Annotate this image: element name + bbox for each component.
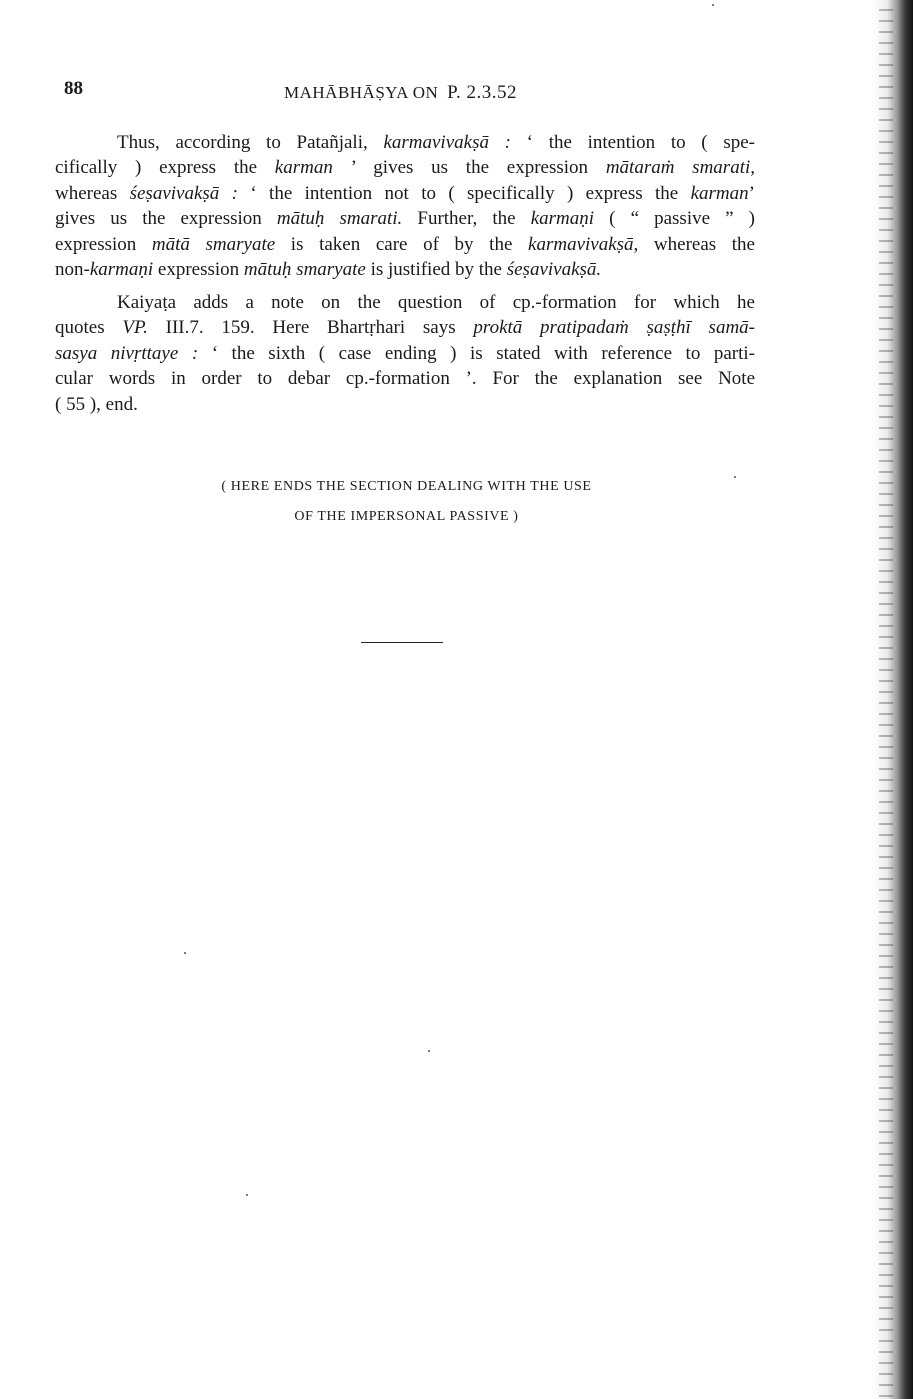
text-run: whereas the xyxy=(638,233,755,255)
paragraph-1-line-4 xyxy=(55,206,755,231)
text-run: ‘ the intention to ( spe- xyxy=(510,132,755,153)
scan-speck xyxy=(428,1050,430,1052)
section-end-line-2: OF THE IMPERSONAL PASSIVE ) xyxy=(294,509,519,524)
paragraph-2-line-2 xyxy=(55,315,755,340)
sanskrit-quote: proktā pratipadaṁ ṣaṣṭhī samā- xyxy=(473,317,756,339)
sanskrit-quote: sasya nivṛttaye : xyxy=(55,342,199,364)
text-run: expression xyxy=(153,259,244,281)
text-run: ( “ passive ” ) xyxy=(594,208,755,230)
text-run: ( 55 ), end. xyxy=(55,393,138,415)
paragraph-1 xyxy=(55,130,755,282)
text-run: is taken care of by the xyxy=(275,233,529,255)
scan-speck xyxy=(712,4,714,6)
text-run: cifically ) express the xyxy=(55,157,275,179)
sanskrit-term: karmavivakṣā : xyxy=(383,132,511,153)
text-run: ’ gives us the expression xyxy=(332,157,606,179)
text-run: non- xyxy=(55,259,90,281)
text-run: whereas xyxy=(55,182,130,204)
paragraph-2-line-3 xyxy=(55,341,755,366)
scan-speck xyxy=(246,1194,248,1196)
paragraph-1-line-6 xyxy=(55,257,755,282)
section-end-note xyxy=(0,472,813,532)
sanskrit-term: karmaṇi xyxy=(530,208,595,230)
paragraph-2 xyxy=(55,290,755,417)
text-run: quotes xyxy=(55,317,123,339)
running-title: MAHĀBHĀṢYA ON xyxy=(284,83,439,102)
sanskrit-term: mātuḥ smarati. xyxy=(276,208,403,230)
text-run: is justified by the xyxy=(365,259,507,281)
text-run: gives us the expression xyxy=(55,208,277,230)
sanskrit-term: śeṣavivakṣā. xyxy=(506,259,602,281)
text-run: Further, the xyxy=(402,208,531,230)
sanskrit-term: karmaṇi xyxy=(89,259,154,281)
running-head xyxy=(284,82,517,104)
page-number: 88 xyxy=(64,78,83,99)
paragraph-1-line-5 xyxy=(55,232,755,257)
text-run: III.7. 159. Here Bhartṛhari says xyxy=(147,317,474,339)
sanskrit-term: karman xyxy=(690,182,749,204)
text-run: ‘ the sixth ( case ending ) is stated with reference to parti- xyxy=(198,342,756,364)
paragraph-2-line-1 xyxy=(55,290,755,315)
paragraph-1-line-3 xyxy=(55,181,755,206)
sanskrit-term: karman xyxy=(274,157,333,179)
paragraph-2-line-5 xyxy=(55,392,755,417)
paragraph-2-line-4 xyxy=(55,366,755,391)
scan-speck xyxy=(734,476,736,478)
text-run: cular words in order to debar cp.-formation ’. For the explanation see Note xyxy=(55,368,755,390)
text-run: expression xyxy=(55,233,152,255)
closing-rule xyxy=(361,642,443,643)
binding-edge-shadow xyxy=(873,0,913,1399)
sanskrit-term: mātuḥ smaryate xyxy=(243,259,366,281)
section-end-line-1: ( HERE ENDS THE SECTION DEALING WITH THE USE xyxy=(221,479,592,494)
sanskrit-term: karmavivakṣā, xyxy=(528,233,639,255)
text-run: ‘ the intention not to ( specifically ) express the xyxy=(238,182,691,204)
paragraph-1-line-1 xyxy=(55,130,755,155)
sanskrit-term: mātaraṁ smarati, xyxy=(605,157,756,179)
text-run: ’ xyxy=(748,182,755,204)
scan-speck xyxy=(184,952,186,954)
citation-abbrev: VP. xyxy=(122,317,148,339)
text-run: Kaiyaṭa adds a note on the question of cp.-formation for which he xyxy=(117,292,755,313)
text-run: Thus, according to Patañjali, xyxy=(117,132,384,153)
running-reference: P. 2.3.52 xyxy=(447,82,518,103)
sanskrit-term: śeṣavivakṣā : xyxy=(129,182,238,204)
paragraph-1-line-2 xyxy=(55,155,755,180)
sanskrit-term: mātā smaryate xyxy=(151,233,276,255)
